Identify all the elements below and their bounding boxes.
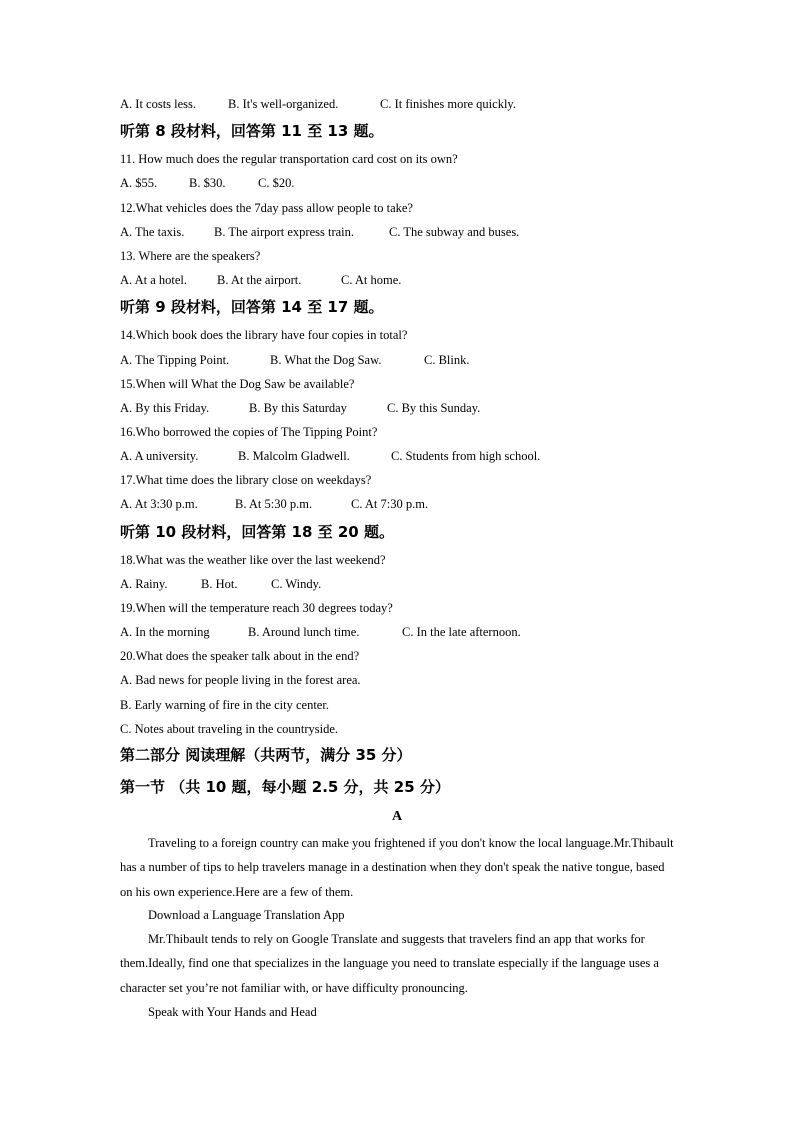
q17-option-b: B. At 5:30 p.m. bbox=[235, 497, 313, 511]
q14-option-b: B. What the Dog Saw. bbox=[270, 353, 382, 367]
passage-paragraph-1: Traveling to a foreign country can make you frightened if you don't know the local language.Mr.Thibault has a number of tips to help travelers manage in a destination when they don't speak the native tongue, based on his own experience.Here are a few of them. bbox=[120, 836, 674, 899]
q11-option-b: B. $30. bbox=[189, 176, 226, 190]
passage-subheading-2: Speak with Your Hands and Head bbox=[148, 1005, 317, 1019]
part-2-heading: 第二部分 阅读理解（共两节，满分 35 分） bbox=[120, 746, 412, 764]
q19-options bbox=[120, 624, 521, 640]
q13-option-a: A. At a hotel. bbox=[120, 273, 188, 287]
q11-option-a: A. $55. bbox=[120, 176, 158, 190]
q19-option-a: A. In the morning bbox=[120, 625, 210, 639]
q17-option-c: C. At 7:30 p.m. bbox=[351, 497, 429, 511]
q17-options bbox=[120, 496, 428, 512]
q12-options bbox=[120, 224, 519, 240]
q16-question: 16.Who borrowed the copies of The Tipping Point? bbox=[120, 425, 378, 439]
q10-options bbox=[120, 96, 516, 112]
q20-option-b: B. Early warning of fire in the city center. bbox=[120, 698, 329, 712]
q16-option-b: B. Malcolm Gladwell. bbox=[238, 449, 350, 463]
q10-option-b: B. It's well-organized. bbox=[228, 97, 339, 111]
q15-question: 15.When will What the Dog Saw be available? bbox=[120, 377, 355, 391]
q14-option-c: C. Blink. bbox=[424, 353, 470, 367]
q12-option-b: B. The airport express train. bbox=[214, 225, 355, 239]
q12-question: 12.What vehicles does the 7day pass allow people to take? bbox=[120, 201, 413, 215]
q11-question: 11. How much does the regular transportation card cost on its own? bbox=[120, 152, 458, 166]
section-9-heading: 听第 9 段材料，回答第 14 至 17 题。 bbox=[120, 298, 384, 316]
q19-option-b: B. Around lunch time. bbox=[248, 625, 360, 639]
q12-option-a: A. The taxis. bbox=[120, 225, 185, 239]
passage-subheading-1: Download a Language Translation App bbox=[148, 908, 345, 922]
q14-question: 14.Which book does the library have four copies in total? bbox=[120, 328, 408, 342]
q20-question: 20.What does the speaker talk about in the end? bbox=[120, 649, 360, 663]
q12-option-c: C. The subway and buses. bbox=[389, 225, 520, 239]
q11-options bbox=[120, 175, 294, 191]
q18-option-c: C. Windy. bbox=[271, 577, 322, 591]
q16-options bbox=[120, 448, 540, 464]
passage-label: A bbox=[391, 809, 403, 824]
q18-option-b: B. Hot. bbox=[201, 577, 238, 591]
section-1-heading: 第一节 （共 10 题，每小题 2.5 分，共 25 分） bbox=[120, 778, 450, 796]
q20-option-c: C. Notes about traveling in the countryside. bbox=[120, 722, 339, 736]
q18-option-a: A. Rainy. bbox=[120, 577, 168, 591]
q19-question: 19.When will the temperature reach 30 degrees today? bbox=[120, 601, 393, 615]
q13-options bbox=[120, 272, 401, 288]
section-8-heading: 听第 8 段材料，回答第 11 至 13 题。 bbox=[120, 122, 384, 140]
q10-option-c: C. It finishes more quickly. bbox=[380, 97, 516, 111]
q15-option-c: C. By this Sunday. bbox=[387, 401, 481, 415]
q16-option-c: C. Students from high school. bbox=[391, 449, 541, 463]
q17-question: 17.What time does the library close on weekdays? bbox=[120, 473, 372, 487]
q13-option-c: C. At home. bbox=[341, 273, 402, 287]
passage-paragraph-2: Mr.Thibault tends to rely on Google Translate and suggests that travelers find an app that works for them.Ideally, find one that specializes in the language you need to translate especially if the language uses a character set you’re not familiar with, or have difficulty pronouncing. bbox=[120, 932, 659, 995]
q19-option-c: C. In the late afternoon. bbox=[402, 625, 521, 639]
q13-option-b: B. At the airport. bbox=[217, 273, 302, 287]
q16-option-a: A. A university. bbox=[120, 449, 199, 463]
q14-option-a: A. The Tipping Point. bbox=[120, 353, 230, 367]
q18-question: 18.What was the weather like over the last weekend? bbox=[120, 553, 386, 567]
q15-option-a: A. By this Friday. bbox=[120, 401, 210, 415]
q17-option-a: A. At 3:30 p.m. bbox=[120, 497, 198, 511]
q10-option-a: A. It costs less. bbox=[120, 97, 197, 111]
q15-options bbox=[120, 400, 480, 416]
q20-option-a: A. Bad news for people living in the forest area. bbox=[120, 673, 361, 687]
q11-option-c: C. $20. bbox=[258, 176, 295, 190]
q18-options bbox=[120, 576, 321, 592]
q14-options bbox=[120, 352, 470, 368]
section-10-heading: 听第 10 段材料，回答第 18 至 20 题。 bbox=[120, 523, 394, 541]
q15-option-b: B. By this Saturday bbox=[249, 401, 347, 415]
q13-question: 13. Where are the speakers? bbox=[120, 249, 261, 263]
